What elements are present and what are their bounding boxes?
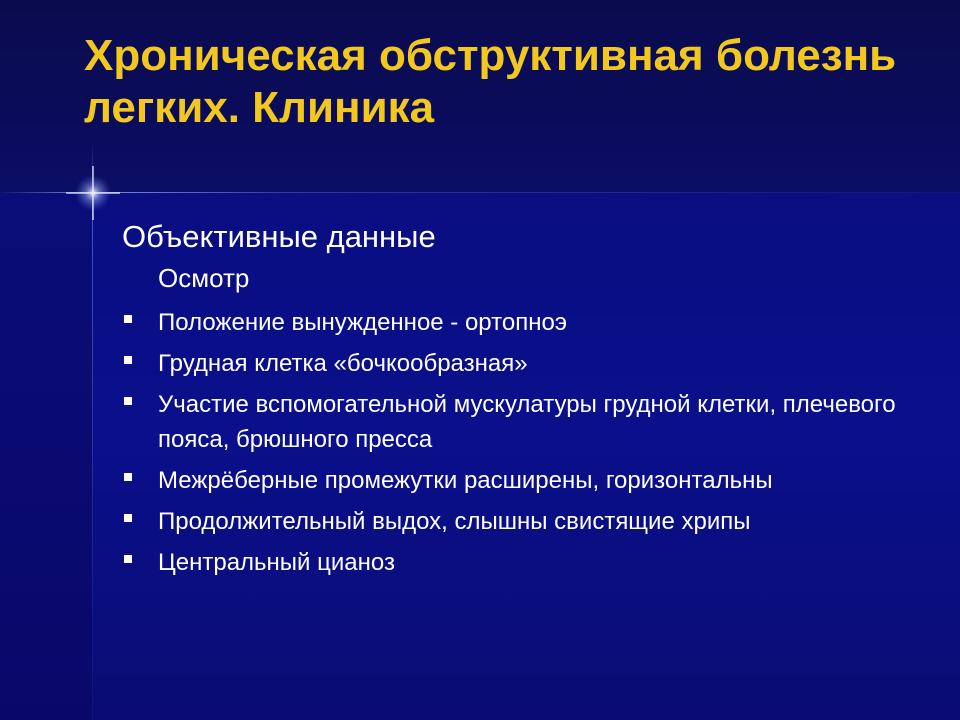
bullet-text: Участие вспомогательной мускулатуры грудной клетки, плечевого пояса, брюшного пресса <box>158 391 896 453</box>
subheading: Осмотр <box>158 263 250 293</box>
square-bullet-icon <box>124 473 132 481</box>
bullet-text: Межрёберные промежутки расширены, горизонтальны <box>158 467 773 494</box>
list-item <box>122 504 902 539</box>
square-bullet-icon <box>124 356 132 364</box>
square-bullet-icon <box>124 514 132 522</box>
square-bullet-icon <box>124 315 132 323</box>
bullet-text: Продолжительный выдох, слышны свистящие хрипы <box>158 508 751 535</box>
list-item <box>122 463 902 498</box>
bullet-list <box>122 305 902 586</box>
list-item <box>122 346 902 381</box>
list-item <box>122 387 902 457</box>
section-heading: Объективные данные <box>122 219 436 254</box>
square-bullet-icon <box>124 397 132 405</box>
bullet-text: Положение вынужденное - ортопноэ <box>158 309 568 336</box>
square-bullet-icon <box>124 555 132 563</box>
slide-title: Хроническая обструктивная болезнь легких. Клиника <box>84 31 897 132</box>
list-item <box>122 305 902 340</box>
bullet-text: Грудная клетка «бочкообразная» <box>158 350 528 377</box>
list-item <box>122 545 902 580</box>
bullet-text: Центральный цианоз <box>158 549 395 576</box>
